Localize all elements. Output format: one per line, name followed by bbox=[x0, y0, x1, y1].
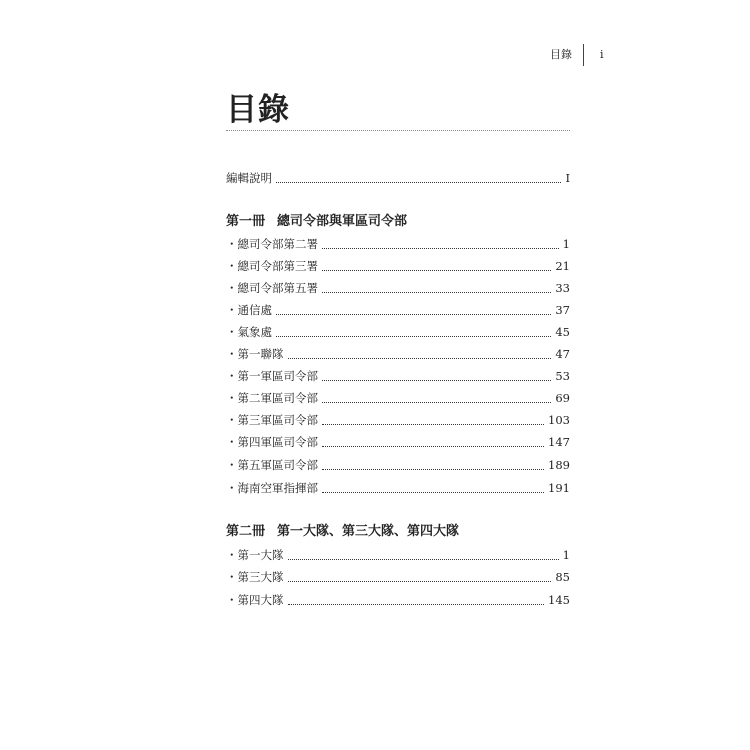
toc-entry-page: 103 bbox=[548, 413, 570, 427]
toc-entry-label: ・總司令部第五署 bbox=[226, 281, 318, 295]
toc-entry-page: 53 bbox=[555, 369, 570, 383]
running-header-section: 目錄 bbox=[550, 48, 572, 61]
dot-leader bbox=[322, 248, 559, 249]
toc-entry[interactable] bbox=[226, 478, 570, 498]
toc-entry-label: ・第一聯隊 bbox=[226, 347, 284, 361]
toc-entry-label: ・總司令部第二署 bbox=[226, 237, 318, 251]
toc-entry[interactable] bbox=[226, 234, 570, 254]
toc-entry-label: ・第一軍區司令部 bbox=[226, 369, 318, 383]
toc-entry-page: 21 bbox=[555, 259, 570, 273]
toc-entry[interactable] bbox=[226, 432, 570, 452]
dot-leader bbox=[288, 581, 552, 582]
toc-entry[interactable] bbox=[226, 590, 570, 610]
toc-entry-page: 45 bbox=[555, 325, 570, 339]
toc-entry-page: 37 bbox=[555, 303, 570, 317]
running-header bbox=[540, 46, 620, 64]
toc-entry-page: 145 bbox=[548, 593, 570, 607]
volume-number: 第一冊 bbox=[226, 214, 266, 229]
toc-entry[interactable] bbox=[226, 322, 570, 342]
toc-entry[interactable] bbox=[226, 455, 570, 475]
toc-entry[interactable] bbox=[226, 410, 570, 430]
toc-entry-label: 編輯說明 bbox=[226, 171, 272, 185]
toc-entry-page: 189 bbox=[548, 458, 570, 472]
toc-entry-label: ・第一大隊 bbox=[226, 548, 284, 562]
toc-entry[interactable] bbox=[226, 567, 570, 587]
toc-entry[interactable] bbox=[226, 545, 570, 565]
toc-entry-page: I bbox=[565, 171, 570, 185]
toc-entry[interactable] bbox=[226, 366, 570, 386]
toc-entry-page: 1 bbox=[562, 237, 570, 251]
toc-entry-page: 33 bbox=[555, 281, 570, 295]
volume-heading-1 bbox=[226, 212, 570, 232]
dot-leader bbox=[276, 336, 551, 337]
dot-leader bbox=[322, 469, 544, 470]
toc-entry-page: 191 bbox=[548, 481, 570, 495]
toc-entry[interactable] bbox=[226, 300, 570, 320]
dot-leader bbox=[322, 402, 551, 403]
dot-leader bbox=[322, 380, 551, 381]
dot-leader bbox=[288, 358, 552, 359]
running-header-page-number: i bbox=[600, 48, 604, 61]
dot-leader bbox=[322, 292, 551, 293]
toc-entry-label: ・第五軍區司令部 bbox=[226, 458, 318, 472]
toc-entry-page: 85 bbox=[555, 570, 570, 584]
toc-entry-page: 69 bbox=[555, 391, 570, 405]
toc-entry-label: ・總司令部第三署 bbox=[226, 259, 318, 273]
toc-entry[interactable] bbox=[226, 344, 570, 364]
toc-entry-intro[interactable] bbox=[226, 168, 570, 188]
toc-entry-label: ・通信處 bbox=[226, 303, 272, 317]
toc-entry-label: ・第四大隊 bbox=[226, 593, 284, 607]
toc-entry[interactable] bbox=[226, 388, 570, 408]
running-header-divider bbox=[583, 44, 584, 66]
page-title: 目錄 bbox=[226, 92, 290, 128]
dot-leader bbox=[322, 446, 544, 447]
toc-entry-label: ・第二軍區司令部 bbox=[226, 391, 318, 405]
toc-entry[interactable] bbox=[226, 256, 570, 276]
volume-title: 總司令部與軍區司令部 bbox=[277, 214, 408, 229]
toc-entry-page: 47 bbox=[555, 347, 570, 361]
toc-entry-label: ・第三軍區司令部 bbox=[226, 413, 318, 427]
dot-leader bbox=[276, 182, 561, 183]
dot-leader bbox=[322, 492, 544, 493]
toc-entry-label: ・第四軍區司令部 bbox=[226, 435, 318, 449]
toc-entry[interactable] bbox=[226, 278, 570, 298]
dot-leader bbox=[288, 559, 559, 560]
dot-leader bbox=[276, 314, 551, 315]
volume-heading-2 bbox=[226, 522, 570, 542]
volume-title: 第一大隊、第三大隊、第四大隊 bbox=[277, 524, 460, 539]
title-dotted-rule bbox=[226, 130, 570, 131]
toc-entry-label: ・氣象處 bbox=[226, 325, 272, 339]
dot-leader bbox=[288, 604, 545, 605]
toc-entry-page: 147 bbox=[548, 435, 570, 449]
toc-entry-label: ・第三大隊 bbox=[226, 570, 284, 584]
toc-entry-page: 1 bbox=[562, 548, 570, 562]
toc-entry-label: ・海南空軍指揮部 bbox=[226, 481, 318, 495]
dot-leader bbox=[322, 424, 544, 425]
volume-number: 第二冊 bbox=[226, 524, 266, 539]
dot-leader bbox=[322, 270, 551, 271]
